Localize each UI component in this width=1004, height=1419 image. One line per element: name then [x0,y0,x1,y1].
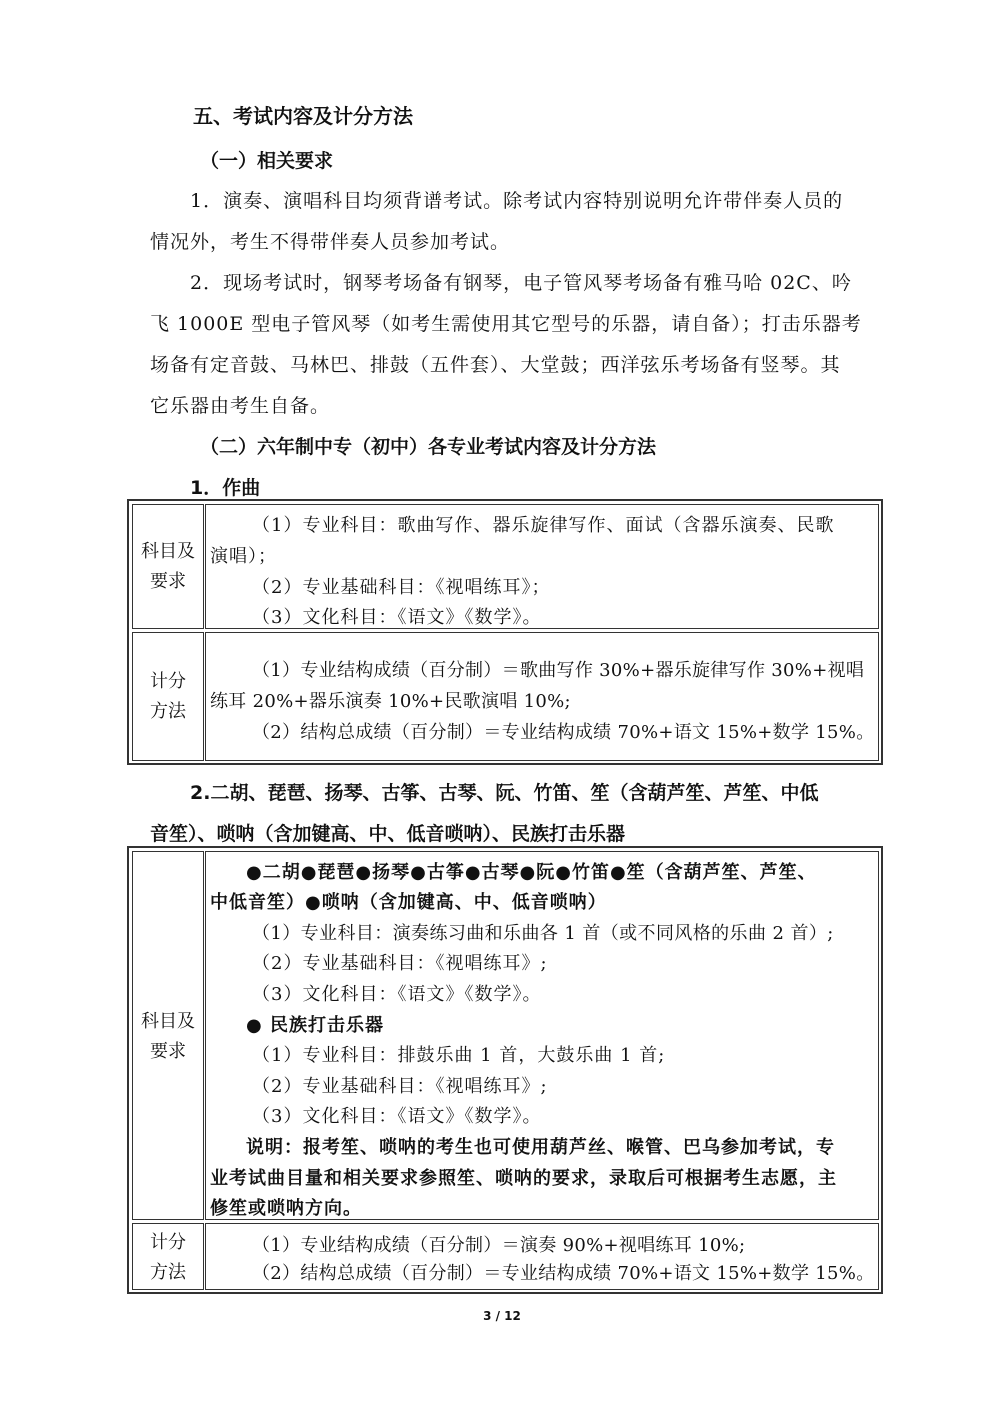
item-2-title-line-2: 音笙）、唢呐（含加键高、中、低音唢呐）、民族打击乐器 [150,823,626,845]
table2-group2-line: （1）专业科目：排鼓乐曲 1 首，大鼓乐曲 1 首; [252,1045,666,1066]
requirement-1-line-1: 1．演奏、演唱科目均须背谱考试。除考试内容特别说明允许带伴奏人员的 [190,190,844,212]
table2-group2-heading: ● 民族打击乐器 [246,1015,384,1036]
table1-subjects-line: 演唱）； [210,546,277,567]
table2-label-subjects-line2: 要求 [150,1041,186,1062]
composition-table [127,499,883,765]
table1-subjects-line: （1）专业科目：歌曲写作、器乐旋律写作、面试（含器乐演奏、民歌 [252,515,835,536]
requirement-2-line-2: 飞 1000E 型电子管风琴（如考生需使用其它型号的乐器，请自备）；打击乐器考 [150,313,862,335]
table2-label-cell-scoring [132,1223,204,1290]
table1-scoring-line: （2）结构总成绩（百分制）＝专业结构成绩 70%+语文 15%+数学 15%。 [252,722,875,743]
table1-label-scoring-line1: 计分 [150,671,186,692]
table2-label-scoring-line1: 计分 [150,1232,186,1253]
item-1-title: 1．作曲 [190,477,261,499]
subsection-title-requirements: （一）相关要求 [200,150,334,172]
table2-label-subjects-line1: 科目及 [141,1011,195,1032]
table2-note-line: 修笙或唢呐方向。 [210,1198,362,1219]
requirement-2-line-3: 场备有定音鼓、马林巴、排鼓（五件套）、大堂鼓；西洋弦乐考场备有竖琴。其 [150,354,841,376]
table2-label-scoring-line2: 方法 [150,1262,186,1283]
table2-note-line: 业考试曲目量和相关要求参照笙、唢呐的要求，录取后可根据考生志愿，主 [210,1168,837,1189]
page-number: 3 / 12 [483,1309,521,1323]
table2-scoring-line: （1）专业结构成绩（百分制）＝演奏 90%+视唱练耳 10%; [252,1235,746,1256]
table1-content-cell-scoring [205,632,879,761]
table1-subjects-line: （2）专业基础科目：《视唱练耳》； [252,577,551,598]
table2-group1-heading: ●二胡●琵琶●扬琴●古筝●古琴●阮●竹笛●笙（含葫芦笙、芦笙、 [246,862,817,883]
requirement-1-line-2: 情况外，考生不得带伴奏人员参加考试。 [150,231,511,253]
requirement-2-line-4: 它乐器由考生自备。 [150,395,331,417]
folk-instruments-table [127,846,883,1294]
table1-label-cell-scoring [132,632,204,761]
table2-group1-line: （2）专业基础科目：《视唱练耳》; [252,953,548,974]
table2-group2-line: （2）专业基础科目：《视唱练耳》; [252,1076,548,1097]
requirement-2-line-1: 2．现场考试时，钢琴考场备有钢琴，电子管风琴考场备有雅马哈 02C、吟 [190,272,852,294]
table2-scoring-line: （2）结构总成绩（百分制）＝专业结构成绩 70%+语文 15%+数学 15%。 [252,1263,875,1284]
table2-group1-heading: 中低音笙）●唢呐（含加键高、中、低音唢呐） [210,892,607,913]
table2-label-cell-subjects [132,851,204,1220]
table1-label-scoring-line2: 方法 [150,701,186,722]
section-title: 五、考试内容及计分方法 [193,104,413,128]
table1-label-subjects-line1: 科目及 [141,541,195,562]
table2-content-cell-scoring [205,1223,879,1290]
table2-group2-line: （3）文化科目：《语文》《数学》。 [252,1106,542,1127]
item-2-title-line-1: 2.二胡、琵琶、扬琴、古筝、古琴、阮、竹笛、笙（含葫芦笙、芦笙、中低 [190,782,819,804]
table1-label-cell-subjects [132,504,204,629]
subsection-title-content: （二）六年制中专（初中）各专业考试内容及计分方法 [200,436,657,458]
table1-scoring-line: 练耳 20%+器乐演奏 10%+民歌演唱 10%; [210,691,571,712]
table2-group1-line: （3）文化科目：《语文》《数学》。 [252,984,542,1005]
table1-subjects-line: （3）文化科目：《语文》《数学》。 [252,607,542,628]
table1-content-cell-subjects [205,504,879,629]
table1-label-subjects-line2: 要求 [150,571,186,592]
table2-note-line: 说明：报考笙、唢呐的考生也可使用葫芦丝、喉管、巴乌参加考试，专 [246,1137,835,1158]
table2-content-cell-subjects [205,851,879,1220]
table1-scoring-line: （1）专业结构成绩（百分制）＝歌曲写作 30%+器乐旋律写作 30%+视唱 [252,660,865,681]
table2-group1-line: （1）专业科目：演奏练习曲和乐曲各 1 首（或不同风格的乐曲 2 首）; [252,923,834,944]
